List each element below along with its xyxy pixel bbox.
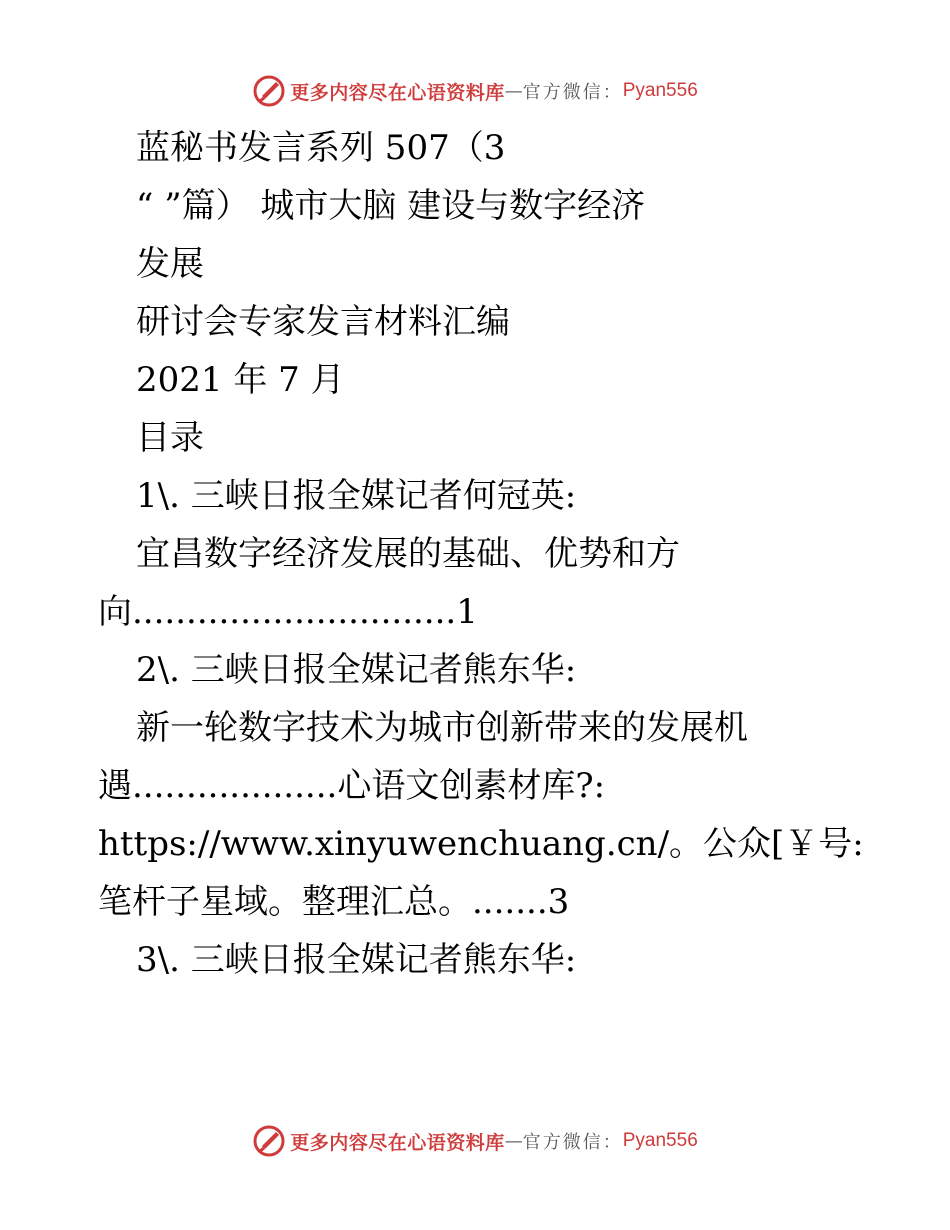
- banner-text: 更多内容尽在心语资料库: [290, 81, 505, 104]
- banner-inner: [252, 1124, 698, 1158]
- banner-separator: —: [504, 1130, 523, 1152]
- toc-item-1-title-cont: 向..............................1: [98, 592, 478, 632]
- banner-wechat-id: Pyan556: [622, 80, 698, 101]
- xinyu-logo-icon: [252, 74, 286, 108]
- xinyu-logo-icon: [252, 1124, 286, 1158]
- toc-item-2-title-cont: 遇...................心语文创素材库?:: [98, 766, 606, 806]
- toc-heading: 目录: [136, 418, 204, 458]
- footer-banner: [0, 1121, 950, 1161]
- toc-item-2-end: 笔杆子星域。整理汇总。.......3: [98, 882, 570, 922]
- doc-date: 2021 年 7 月: [136, 360, 345, 400]
- banner-wechat-label: 官方微信：: [522, 1132, 623, 1153]
- toc-item-2-url: https://www.xinyuwenchuang.cn/。公众[￥号:: [98, 824, 864, 864]
- toc-item-2-title: 新一轮数字技术为城市创新带来的发展机: [136, 708, 748, 748]
- toc-item-2-author: 2\. 三峡日报全媒记者熊东华:: [136, 650, 577, 690]
- doc-title-line-2: “ ”篇） 城市大脑 建设与数字经济: [136, 186, 646, 226]
- toc-item-3-author: 3\. 三峡日报全媒记者熊东华:: [136, 940, 577, 980]
- doc-title-line-3: 发展: [136, 244, 204, 284]
- banner-separator: —: [504, 80, 523, 102]
- banner-wechat-id: Pyan556: [622, 1130, 698, 1151]
- toc-item-1-title: 宜昌数字经济发展的基础、优势和方: [136, 534, 680, 574]
- banner-text: 更多内容尽在心语资料库: [290, 1131, 505, 1154]
- doc-subtitle: 研讨会专家发言材料汇编: [136, 302, 510, 342]
- banner-inner: [252, 74, 698, 108]
- header-banner: [0, 71, 950, 111]
- doc-title-line-1: 蓝秘书发言系列 507（3: [136, 128, 506, 168]
- toc-item-1-author: 1\. 三峡日报全媒记者何冠英:: [136, 476, 577, 516]
- banner-wechat-label: 官方微信：: [522, 82, 623, 103]
